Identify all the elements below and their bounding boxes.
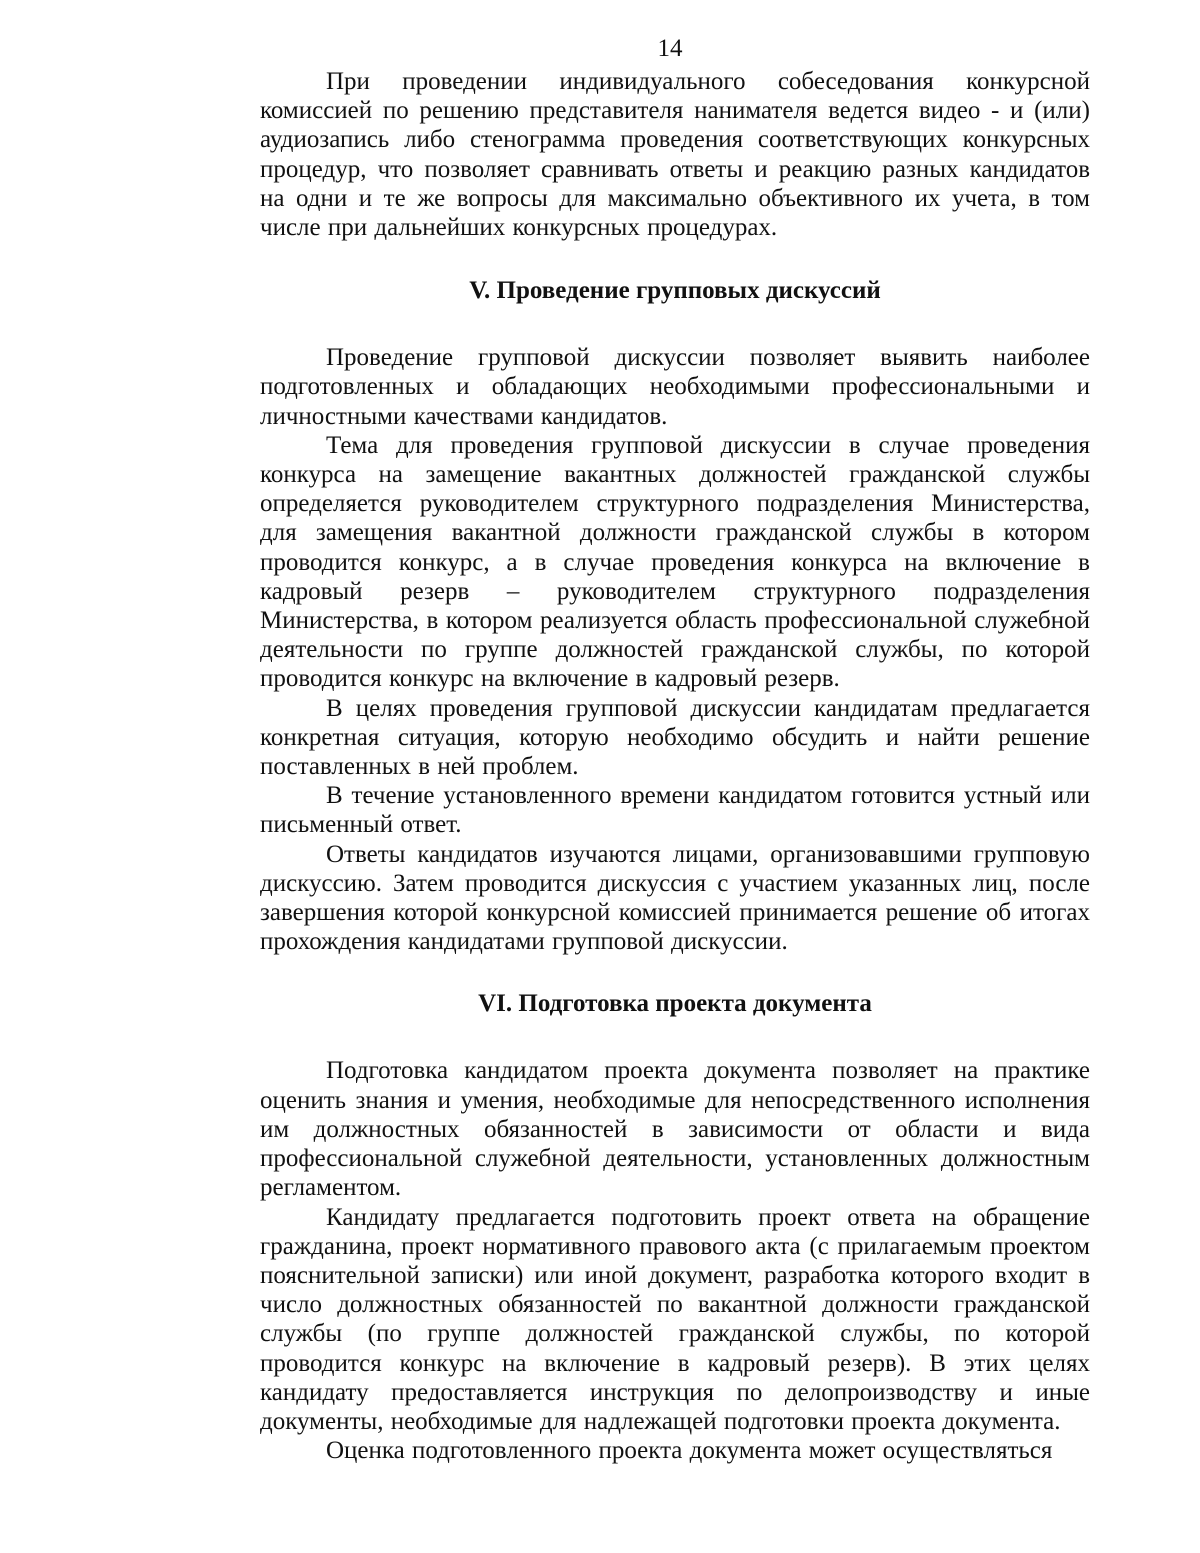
section-v-paragraph-1: Проведение групповой дискуссии позволяет выявить наиболее подготовленных и обладающих необходимыми профессиональными и личностными качествами кандидатов.: [260, 344, 1090, 430]
section-v-paragraph-4: В течение установленного времени кандидатом готовится устный или письменный ответ.: [260, 782, 1090, 839]
document-body: [260, 67, 1090, 1465]
section-vi-paragraph-1: Подготовка кандидатом проекта документа позволяет на практике оценить знания и умения, необходимые для непосредственного исполнения им должностных обязанностей в зависимости от области и вида профессиональной служебной деятельности, установленных должностным регламентом.: [260, 1057, 1090, 1202]
paragraph-intro-1: При проведении индивидуального собеседования конкурсной комиссией по решению представителя нанимателя ведется видео - и (или) аудиозапись либо стенограмма проведения соответствующих конкурсных процедур, что позволяет сравнивать ответы и реакцию разных кандидатов на одни и те же вопросы для максимально объективного их учета, в том числе при дальнейших конкурсных процедурах.: [260, 68, 1090, 242]
section-vi-heading: VI. Подготовка проекта документа: [478, 990, 872, 1018]
section-v-paragraph-5: Ответы кандидатов изучаются лицами, организовавшими групповую дискуссию. Затем проводится дискуссия с участием указанных лиц, после завершения которой конкурсной комиссией принимается решение об итогах прохождения кандидатами групповой дискуссии.: [260, 840, 1090, 956]
section-v-paragraph-2: Тема для проведения групповой дискуссии в случае проведения конкурса на замещение вакантных должностей гражданской службы определяется руководителем структурного подразделения Министерства, для замещения вакантной должности гражданской службы в котором проводится конкурс, а в случае проведения конкурса на включение в кадровый резерв – руководителем структурного подразделения Министерства, в котором реализуется область профессиональной служебной деятельности по группе должностей гражданской службы, по которой проводится конкурс на включение в кадровый резерв.: [260, 431, 1090, 693]
section-v-paragraph-3: В целях проведения групповой дискуссии кандидатам предлагается конкретная ситуация, которую необходимо обсудить и найти решение поставленных в ней проблем.: [260, 694, 1090, 781]
page-number: 14: [657, 35, 683, 62]
section-v-heading: V. Проведение групповых дискуссий: [469, 277, 881, 305]
section-vi-paragraph-2: Кандидату предлагается подготовить проект ответа на обращение гражданина, проект нормативного правового акта (с прилагаемым проектом пояснительной записки) или иной документ, разработка которого входит в число должностных обязанностей по вакантной должности гражданской службы (по группе должностей гражданской службы, по которой проводится конкурс на включение в кадровый резерв). В этих целях кандидату предоставляется инструкция по делопроизводству и иные документы, необходимые для надлежащей подготовки проекта документа.: [260, 1203, 1090, 1435]
section-vi-paragraph-3: Оценка подготовленного проекта документа может осуществляться: [326, 1437, 1053, 1465]
